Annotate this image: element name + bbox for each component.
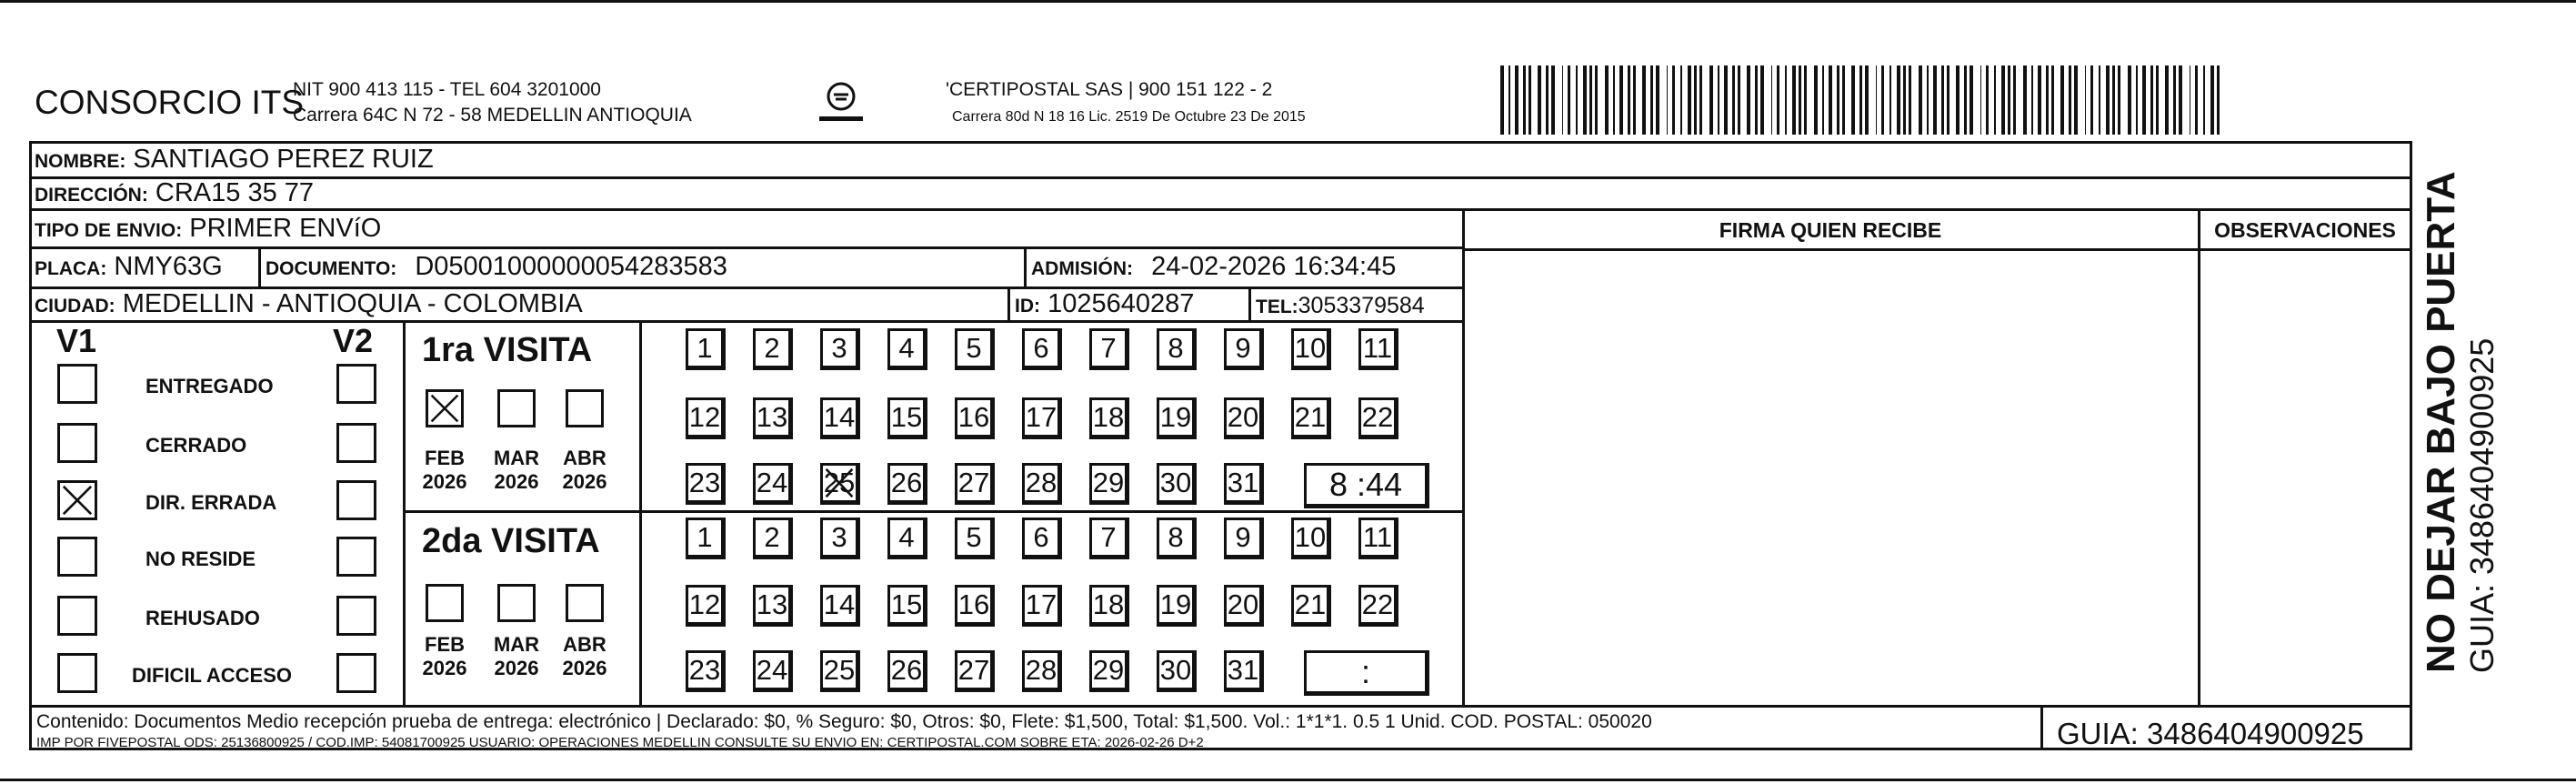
month-name: ABR xyxy=(563,447,606,469)
barcode-bar xyxy=(1589,65,1592,135)
barcode-bar xyxy=(1865,65,1869,135)
day-box[interactable]: 17 xyxy=(1022,397,1062,439)
day-box[interactable]: 1 xyxy=(686,328,726,370)
barcode-bar xyxy=(2210,65,2214,135)
frame-left xyxy=(29,141,32,750)
barcode-bar xyxy=(1964,65,1967,135)
x-check-mark xyxy=(428,392,461,425)
day-box[interactable]: 6 xyxy=(1022,518,1062,559)
status-label: DIR. ERRADA xyxy=(145,491,277,514)
day-box[interactable]: 3 xyxy=(820,518,860,559)
day-box[interactable]: 14 xyxy=(820,397,860,439)
direccion-label: DIRECCIÓN: xyxy=(35,185,148,206)
v2-checkbox[interactable] xyxy=(336,537,376,577)
day-box[interactable]: 7 xyxy=(1089,518,1129,559)
barcode-bar xyxy=(1851,65,1855,135)
barcode-bar xyxy=(2128,65,2131,135)
tel-label: TEL: xyxy=(1256,297,1298,317)
day-box[interactable]: 25 xyxy=(820,650,860,692)
day-box[interactable]: 12 xyxy=(686,585,726,627)
tipo-value: PRIMER ENVíO xyxy=(189,214,382,243)
barcode-bar xyxy=(1897,65,1900,135)
day-box[interactable]: 23 xyxy=(686,650,726,692)
footer-imp: IMP POR FIVEPOSTAL ODS: 25136800925 / COD.IMP: 54081700925 USUARIO: OPERACIONES MEDELLIN CONSULTE SU ENVIO EN: CERTIPOSTAL.COM SOBRE ETA: 2026-02-26 D+2 xyxy=(36,735,1204,750)
barcode-bar xyxy=(1785,65,1787,135)
certipostal-logo xyxy=(814,76,868,131)
barcode-bar xyxy=(1699,65,1702,135)
id-sep xyxy=(1007,286,1010,320)
barcode-bar xyxy=(2008,65,2010,135)
ciudad-row xyxy=(35,288,583,322)
barcode-bar xyxy=(2031,65,2033,135)
v2-checkbox[interactable] xyxy=(336,423,376,463)
barcode-bar xyxy=(1881,65,1884,135)
v1-checkbox[interactable] xyxy=(57,364,97,404)
side-text xyxy=(2419,171,2546,673)
barcode-bar xyxy=(1613,65,1615,135)
v1-checkbox[interactable] xyxy=(57,423,97,463)
barcode-bar xyxy=(1562,65,1563,135)
barcode-bar xyxy=(1956,65,1960,135)
day-box[interactable]: 7 xyxy=(1089,328,1129,370)
barcode-bar xyxy=(1718,65,1719,135)
firma-sep xyxy=(1462,208,1465,705)
day-box[interactable]: 22 xyxy=(1358,585,1398,627)
id-label: ID: xyxy=(1015,296,1040,317)
barcode-bar xyxy=(2090,65,2093,135)
day-box[interactable]: 5 xyxy=(955,518,995,559)
day-box[interactable]: 14 xyxy=(820,585,860,627)
month-checkbox[interactable] xyxy=(426,584,464,622)
day-box[interactable]: 5 xyxy=(955,328,995,370)
day-box[interactable]: 31 xyxy=(1224,650,1264,692)
day-box[interactable]: 28 xyxy=(1022,463,1062,505)
barcode-bar xyxy=(1994,65,1996,135)
month-label xyxy=(553,447,616,494)
tel-sep xyxy=(1248,286,1251,320)
barcode-bar xyxy=(2173,65,2176,135)
day-box[interactable]: 29 xyxy=(1089,463,1129,505)
barcode-bar xyxy=(1927,65,1929,135)
placa-sep xyxy=(258,246,261,286)
barcode-bar xyxy=(1859,65,1862,135)
barcode-bar xyxy=(2179,65,2182,135)
month-name: FEB xyxy=(425,447,465,469)
status-label: ENTREGADO xyxy=(145,375,274,397)
day-box[interactable]: 16 xyxy=(955,397,995,439)
day-box[interactable]: 12 xyxy=(686,397,726,439)
barcode-bar xyxy=(1538,65,1541,135)
barcode-bar xyxy=(1804,65,1807,135)
v2-checkbox[interactable] xyxy=(336,480,376,520)
day-box[interactable]: 17 xyxy=(1022,585,1062,627)
barcode-bar xyxy=(2074,65,2078,135)
admision-value: 24-02-2026 16:34:45 xyxy=(1151,252,1397,281)
month-checkbox[interactable] xyxy=(426,389,464,427)
barcode-bar xyxy=(1568,65,1570,135)
month-year: 2026 xyxy=(422,657,467,679)
status-label: REHUSADO xyxy=(145,607,260,629)
footer-contenido: Contenido: Documentos Medio recepción prueba de entrega: electrónico | Declarado: $0, % Seguro: $0, Otros: $0, Flete: $1,500, Total: $1,500. Vol.: 1*1*1. 0.5 1 Unid. COD. POSTAL: 050020 xyxy=(36,711,1652,732)
barcode-bar xyxy=(1694,65,1697,135)
barcode-bar xyxy=(1680,65,1682,135)
barcode-bar xyxy=(1724,65,1728,135)
day-box[interactable]: 15 xyxy=(887,397,927,439)
day-box[interactable]: 10 xyxy=(1291,328,1331,370)
barcode-bar xyxy=(1777,65,1779,135)
barcode-bar xyxy=(1792,65,1796,135)
barcode-bar xyxy=(1738,65,1740,135)
v1-checkbox[interactable] xyxy=(57,480,97,520)
day-box[interactable]: 11 xyxy=(1358,328,1398,370)
barcode-bar xyxy=(1876,65,1877,135)
day-box[interactable]: 16 xyxy=(955,585,995,627)
month-year: 2026 xyxy=(422,470,467,493)
barcode-bar xyxy=(2051,65,2054,135)
month-label xyxy=(413,447,476,494)
barcode-bar xyxy=(1747,65,1750,135)
status-label: CERRADO xyxy=(145,434,247,457)
tipo-label: TIPO DE ENVIO: xyxy=(35,220,183,241)
barcode-bar xyxy=(1755,65,1758,135)
barcode-bar xyxy=(1633,65,1636,135)
v2-checkbox[interactable] xyxy=(336,653,376,693)
month-year: 2026 xyxy=(562,470,607,493)
barcode-bar xyxy=(1837,65,1839,135)
day-box[interactable]: 2 xyxy=(753,328,793,370)
month-checkbox[interactable] xyxy=(566,389,604,427)
barcode-bar xyxy=(1941,65,1944,135)
status-label: DIFICIL ACCESO xyxy=(132,664,293,687)
v2-checkbox[interactable] xyxy=(336,596,376,636)
barcode-bar xyxy=(1595,65,1598,135)
barcode-bar xyxy=(1903,65,1906,135)
month-name: FEB xyxy=(425,633,465,656)
id-row xyxy=(1015,288,1194,322)
month-year: 2026 xyxy=(494,657,539,679)
barcode-bar xyxy=(1583,65,1587,135)
barcode-bar xyxy=(1546,65,1549,135)
bottom-edge xyxy=(0,779,2576,781)
v2-checkbox[interactable] xyxy=(336,364,376,404)
guia-sep xyxy=(2040,705,2043,749)
day-box[interactable]: 8 xyxy=(1157,518,1197,559)
day-box[interactable]: 13 xyxy=(753,585,793,627)
barcode-bar xyxy=(1515,65,1519,135)
barcode-bar xyxy=(1889,65,1891,135)
day-box[interactable]: 26 xyxy=(887,650,927,692)
v1-checkbox[interactable] xyxy=(57,537,97,577)
barcode-bar xyxy=(1933,65,1937,135)
placa-label: PLACA: xyxy=(35,258,107,279)
month-label xyxy=(553,633,616,680)
tel-row xyxy=(1256,290,1425,323)
day-box[interactable]: 1 xyxy=(686,518,726,559)
barcode-bar xyxy=(2069,65,2071,135)
barcode-bar xyxy=(1799,65,1801,135)
barcode-bar xyxy=(2112,65,2115,135)
placa-value: NMY63G xyxy=(114,252,223,281)
barcode-bar xyxy=(2150,65,2153,135)
barcode-bar xyxy=(1642,65,1646,135)
top-edge xyxy=(0,0,2576,3)
month-name: MAR xyxy=(493,633,540,656)
barcode-bar xyxy=(1909,65,1911,135)
observaciones-header: OBSERVACIONES xyxy=(2214,218,2396,242)
status-label: NO RESIDE xyxy=(145,548,256,570)
day-box[interactable]: 4 xyxy=(887,328,927,370)
day-box[interactable]: 11 xyxy=(1358,518,1398,559)
barcode-bar xyxy=(1688,65,1691,135)
barcode-bar xyxy=(2136,65,2138,135)
nombre-row xyxy=(35,144,434,177)
day-box[interactable]: 29 xyxy=(1089,650,1129,692)
barcode-bar xyxy=(2142,65,2146,135)
barcode-bar xyxy=(2165,65,2169,135)
barcode-bar xyxy=(2060,65,2064,135)
barcode-bar xyxy=(2085,65,2086,135)
day-box[interactable]: 21 xyxy=(1291,585,1331,627)
barcode-bar xyxy=(1576,65,1578,135)
day-box[interactable]: 13 xyxy=(753,397,793,439)
license-line: Carrera 80d N 18 16 Lic. 2519 De Octubre 23 De 2015 xyxy=(952,109,1306,125)
barcode-bar xyxy=(1842,65,1845,135)
day-box[interactable]: 4 xyxy=(887,518,927,559)
day-box[interactable]: 9 xyxy=(1224,328,1264,370)
nombre-value: SANTIAGO PEREZ RUIZ xyxy=(133,145,434,174)
day-box[interactable]: 6 xyxy=(1022,328,1062,370)
barcode-bar xyxy=(1523,65,1526,135)
barcode-bar xyxy=(2203,65,2205,135)
day-box[interactable]: 19 xyxy=(1157,397,1197,439)
barcode-bar xyxy=(1551,65,1555,135)
day-box[interactable]: 28 xyxy=(1022,650,1062,692)
barcode-bar xyxy=(1822,65,1824,135)
frame-right xyxy=(2410,141,2412,750)
barcode-bar xyxy=(1509,65,1510,135)
month-grid-sep xyxy=(639,320,642,705)
address-line: Carrera 64C N 72 - 58 MEDELLIN ANTIOQUIA xyxy=(293,105,692,126)
barcode-bar xyxy=(2156,65,2159,135)
barcode-bar xyxy=(1500,65,1504,135)
admision-sep xyxy=(1024,246,1027,286)
day-box[interactable]: 21 xyxy=(1291,397,1331,439)
v1-label: V1 xyxy=(56,322,97,359)
month-checkbox[interactable] xyxy=(497,389,536,427)
barcode-bar xyxy=(1986,65,1989,135)
day-box[interactable]: 20 xyxy=(1224,585,1264,627)
barcode-bar xyxy=(2106,65,2110,135)
month-label xyxy=(413,633,476,680)
day-box[interactable]: 24 xyxy=(753,650,793,692)
barcode-bar xyxy=(2217,65,2220,135)
ciudad-value: MEDELLIN - ANTIOQUIA - COLOMBIA xyxy=(122,289,583,318)
day-box[interactable]: 31 xyxy=(1224,463,1264,505)
barcode-bar xyxy=(1672,65,1675,135)
visit-mid-line xyxy=(403,510,1462,513)
month-year: 2026 xyxy=(494,470,539,493)
day-box[interactable]: 3 xyxy=(820,328,860,370)
month-label xyxy=(485,633,548,680)
barcode-bar xyxy=(2118,65,2120,135)
day-box[interactable]: 24 xyxy=(753,463,793,505)
documento-row xyxy=(266,251,727,285)
barcode-bar xyxy=(1919,65,1922,135)
barcode-bar xyxy=(1605,65,1609,135)
month-name: ABR xyxy=(563,633,606,656)
day-box[interactable]: 8 xyxy=(1157,328,1197,370)
company-name: CONSORCIO ITS xyxy=(35,84,305,121)
barcode-bar xyxy=(1760,65,1764,135)
barcode-bar xyxy=(1829,65,1832,135)
side-guia-text: GUIA: 3486404900925 xyxy=(2463,337,2501,673)
v1-checkbox[interactable] xyxy=(57,596,97,636)
admision-row xyxy=(1031,251,1396,285)
observaciones-area[interactable] xyxy=(2201,251,2409,704)
placa-row xyxy=(35,251,223,285)
visit1-title: 1ra VISITA xyxy=(422,331,593,369)
day-box[interactable]: 27 xyxy=(955,650,995,692)
direccion-row xyxy=(35,177,314,211)
row-line-2 xyxy=(29,208,2411,211)
x-check-mark xyxy=(60,483,95,518)
barcode-bar xyxy=(1709,65,1713,135)
v2-label: V2 xyxy=(333,322,374,359)
barcode-bar xyxy=(1667,65,1668,135)
direccion-value: CRA15 35 77 xyxy=(155,178,315,207)
barcode-bar xyxy=(2046,65,2049,135)
barcode-bar xyxy=(1732,65,1735,135)
barcode xyxy=(1500,65,2223,135)
day-box[interactable]: 22 xyxy=(1358,397,1398,439)
day-box[interactable]: 18 xyxy=(1089,585,1129,627)
time-box[interactable]: : xyxy=(1304,650,1429,696)
visit2-title: 2da VISITA xyxy=(422,522,600,560)
barcode-bar xyxy=(2195,65,2198,135)
barcode-bar xyxy=(1980,65,1981,135)
x-check-mark xyxy=(823,466,856,500)
day-box[interactable]: 25 xyxy=(820,463,860,505)
barcode-bar xyxy=(1771,65,1772,135)
nombre-label: NOMBRE: xyxy=(35,151,126,172)
month-checkbox[interactable] xyxy=(497,584,536,622)
tipo-row xyxy=(35,213,381,246)
day-box[interactable]: 30 xyxy=(1157,650,1197,692)
time-box[interactable]: 8 :44 xyxy=(1304,463,1429,508)
ciudad-label: CIUDAD: xyxy=(35,296,115,317)
day-box[interactable]: 18 xyxy=(1089,397,1129,439)
barcode-bar xyxy=(1619,65,1623,135)
tel-value: 3053379584 xyxy=(1298,293,1425,318)
day-box[interactable]: 9 xyxy=(1224,518,1264,559)
obs-sep xyxy=(2198,208,2200,705)
barcode-bar xyxy=(1814,65,1818,135)
day-box[interactable]: 23 xyxy=(686,463,726,505)
barcode-bar xyxy=(2001,65,2005,135)
footer-guia: GUIA: 3486404900925 xyxy=(2057,717,2364,750)
firma-header: FIRMA QUIEN RECIBE xyxy=(1719,218,1942,242)
barcode-bar xyxy=(1970,65,1973,135)
documento-label: DOCUMENTO: xyxy=(266,258,397,279)
barcode-bar xyxy=(2013,65,2016,135)
barcode-bar xyxy=(1947,65,1950,135)
v1-checkbox[interactable] xyxy=(57,653,97,693)
barcode-bar xyxy=(1650,65,1653,135)
month-label xyxy=(485,447,548,494)
day-box[interactable]: 27 xyxy=(955,463,995,505)
day-box[interactable]: 26 xyxy=(887,463,927,505)
day-box[interactable]: 19 xyxy=(1157,585,1197,627)
firma-area[interactable] xyxy=(1466,251,2197,704)
month-year: 2026 xyxy=(562,657,607,679)
no-dejar-text: NO DEJAR BAJO PUERTA xyxy=(2419,171,2463,673)
barcode-bar xyxy=(2099,65,2100,135)
month-checkbox[interactable] xyxy=(566,584,604,622)
certipostal-line: 'CERTIPOSTAL SAS | 900 151 122 - 2 xyxy=(946,79,1273,100)
row-line-3 xyxy=(29,246,1464,249)
footer-line xyxy=(29,705,2411,708)
barcode-bar xyxy=(1628,65,1630,135)
barcode-bar xyxy=(1656,65,1659,135)
month-name: MAR xyxy=(493,447,540,469)
documento-value: D05001000000054283583 xyxy=(415,252,727,281)
admision-label: ADMISIÓN: xyxy=(1031,258,1133,279)
day-box[interactable]: 30 xyxy=(1157,463,1197,505)
day-box[interactable]: 10 xyxy=(1291,518,1331,559)
barcode-bar xyxy=(2038,65,2041,135)
barcode-bar xyxy=(1529,65,1531,135)
day-box[interactable]: 15 xyxy=(887,585,927,627)
nit-line: NIT 900 413 115 - TEL 604 3201000 xyxy=(293,79,601,100)
day-box[interactable]: 2 xyxy=(753,518,793,559)
day-box[interactable]: 20 xyxy=(1224,397,1264,439)
barcode-bar xyxy=(2023,65,2027,135)
id-value: 1025640287 xyxy=(1047,289,1195,318)
